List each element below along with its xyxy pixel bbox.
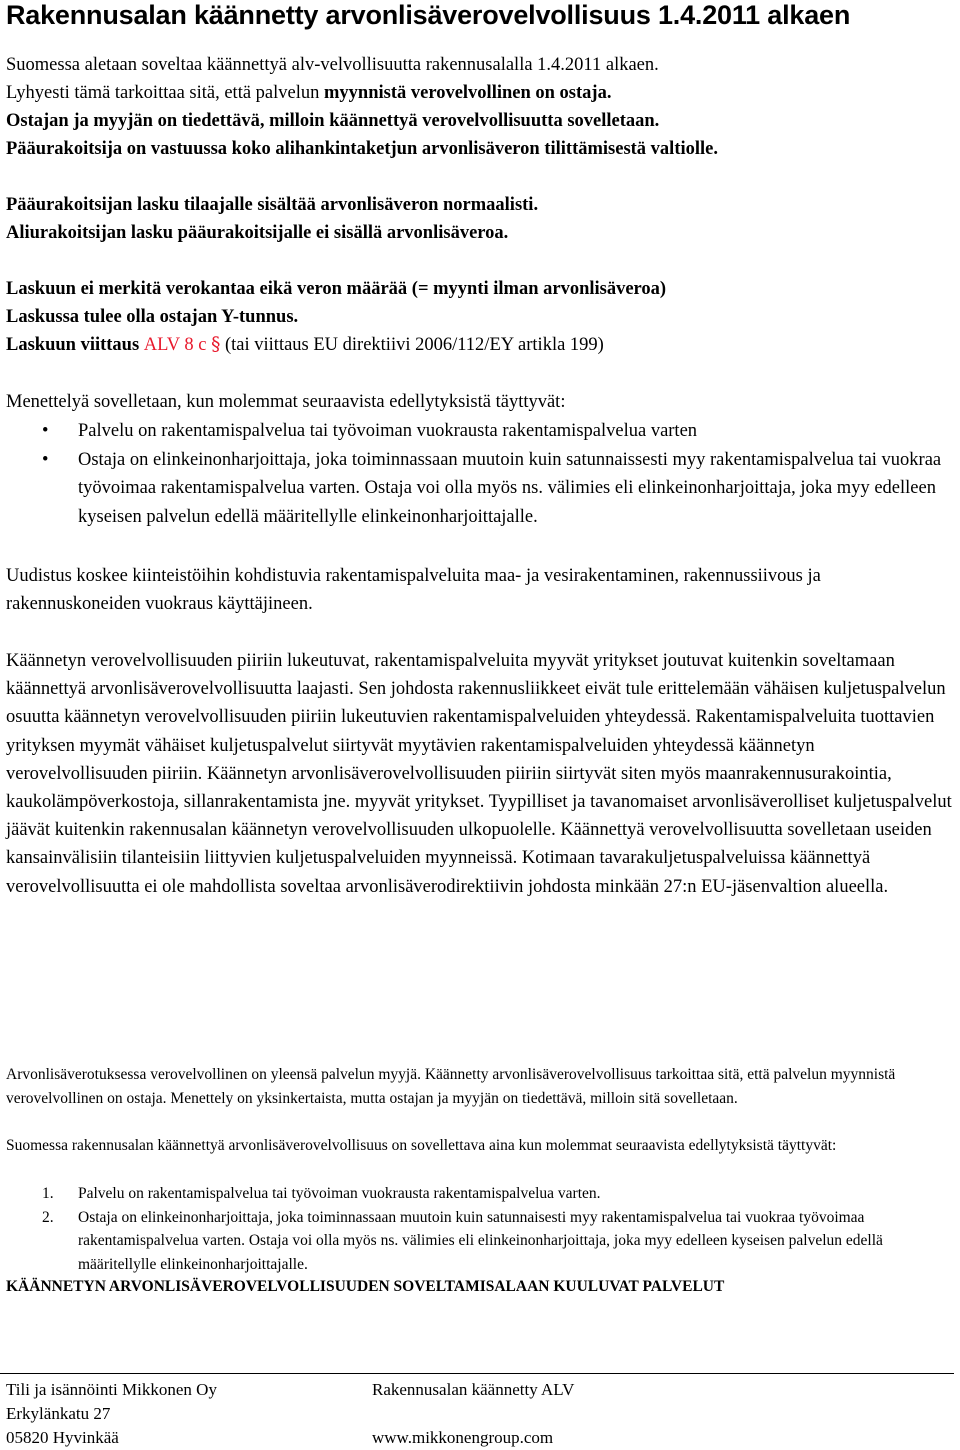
bullet-text-2: Ostaja on elinkeinonharjoittaja, joka toiminnassaan muutoin kuin satunnaissesti myy rakentamispalvelua tai vuokraa työvoimaa rakentamispalvelua varten. Ostaja voi olla myös ns. välimies eli elinkeinonharjoittaja, joka myy edelleen kyseisen palvelun edellä määritellylle elinkeinonharjoittajalle. — [78, 450, 942, 527]
footer-website[interactable]: www.mikkonengroup.com — [372, 1428, 554, 1447]
footer-address — [6, 1378, 217, 1450]
marking-line-2: Laskussa tulee olla ostajan Y-tunnus. — [6, 307, 299, 327]
invoice-line-2: Aliurakoitsijan lasku pääurakoitsijalle ei sisällä arvonlisäveroa. — [6, 223, 509, 243]
footer-company: Tili ja isännöinti Mikkonen Oy — [6, 1380, 217, 1399]
list-text: Ostaja on elinkeinonharjoittaja, joka toiminnassaan muutoin kuin satunnaisesti myy rakentamispalvelua tai vuokraa työvoimaa rakentamispalvelua varten. Ostaja voi olla myös ns. välimies eli elinkeinonharjoittaja, joka myy edelleen kyseisen palvelun edellä määritellylle elinkeinonharjoittajalle. — [78, 1208, 883, 1273]
list-item — [6, 417, 956, 445]
alv-8c-reference: ALV 8 c — [143, 335, 207, 355]
conditions-lead: Menettelyä sovelletaan, kun molemmat seuraavista edellytyksistä täyttyvät: — [6, 392, 566, 412]
intro-line-3: Ostajan ja myyjän on tiedettävä, milloin käännettyä verovelvollisuutta sovelletaan. — [6, 111, 660, 131]
footer-right — [372, 1378, 574, 1450]
summary-list — [6, 1182, 946, 1276]
scope-note: Uudistus koskee kiinteistöihin kohdistuvia rakentamispalveluita maa- ja vesirakentaminen, rakennussiivous ja rakennuskoneiden vuokraus käyttäjineen. — [6, 566, 821, 615]
bullet-icon: • — [42, 421, 49, 441]
summary-paragraph-2: Suomessa rakennusalan käännettyä arvonlisäverovelvollisuus on sovellettava aina kun molemmat seuraavista edellytyksistä täyttyvät: — [6, 1137, 837, 1154]
list-number: 2. — [42, 1208, 54, 1226]
footer-city: 05820 Hyvinkää — [6, 1428, 119, 1447]
services-heading: KÄÄNNETYN ARVONLISÄVEROVELVOLLISUUDEN SOVELTAMISALAAN KUULUVAT PALVELUT — [6, 1278, 725, 1295]
bullet-icon: • — [42, 450, 49, 471]
intro-line-4: Pääurakoitsija on vastuussa koko alihankintaketjun arvonlisäveron tilittämisestä valtiolle. — [6, 139, 718, 159]
page-title: Rakennusalan käännetty arvonlisäverovelvollisuus 1.4.2011 alkaen — [6, 0, 851, 30]
marking-reference-label: Laskuun viittaus — [6, 335, 144, 355]
marking-reference-rest: (tai viittaus EU direktiivi 2006/112/EY artikla 199) — [220, 335, 604, 355]
section-sign-icon: § — [211, 334, 221, 355]
list-item — [6, 446, 956, 531]
intro-line-2 — [6, 79, 611, 107]
footer-street: Erkylänkatu 27 — [6, 1404, 111, 1423]
footer-divider — [0, 1373, 954, 1374]
main-paragraph: Käännetyn verovelvollisuuden piiriin lukeutuvat, rakentamispalveluita myyvät yritykset joutuvat kuitenkin soveltamaan käännettyä arvonlisäverovelvollisuutta laajasti. Sen johdosta rakennusliikkeet eivät tule erittelemään vähäisen kuljetuspalvelun osuutta käännetyn verovelvollisuuden piiriin lukeutuvien rakentamispalveluiden yhteydessä. Rakentamispalveluita tuottavien yrityksen myymät vähäiset kuljetuspalvelut siirtyvät myytävien rakentamispalveluiden yhteydessä käännetyn verovelvollisuuden piiriin. Käännetyn arvonlisäverovelvollisuuden piiriin siirtyvät siten myös maanrakennusurakointia, kaukolämpöverkostoja, sillanrakentamista jne. myyvät yritykset. Tyypilliset ja tavanomaiset arvonlisäverolliset kuljetuspalvelut jäävät kuitenkin rakennusalan käännetyn verovelvollisuuden ulkopuolelle. Käännettyä verovelvollisuutta sovelletaan useiden kansainvälisiin tilanteisiin liittyvien kuljetuspalveluiden myynneissä. Kotimaan tavarakuljetuspalveluissa käännettyä verovelvollisuutta ei ole mahdollista soveltaa arvonlisäverodirektiivin johdosta minkään 27:n EU-jäsenvaltion alueella. — [6, 651, 952, 897]
summary-paragraph-1: Arvonlisäverotuksessa verovelvollinen on yleensä palvelun myyjä. Käännetty arvonlisäverovelvollisuus tarkoittaa sitä, että palvelun myynnistä verovelvollinen on ostaja. Menettely on yksinkertaista, mutta ostajan ja myyjän on tiedettävä, milloin sitä sovelletaan. — [6, 1066, 896, 1107]
list-number: 1. — [42, 1185, 54, 1202]
intro-line-2-text: Lyhyesti tämä tarkoittaa sitä, että palvelun — [6, 83, 324, 103]
bullet-text-1: Palvelu on rakentamispalvelua tai työvoiman vuokrausta rakentamispalvelua varten — [78, 421, 698, 441]
invoice-line-1: Pääurakoitsijan lasku tilaajalle sisältää arvonlisäveron normaalisti. — [6, 195, 539, 215]
intro-line-2-bold: myynnistä verovelvollinen on ostaja. — [324, 83, 612, 103]
intro-line-1: Suomessa aletaan soveltaa käännettyä alv-velvollisuutta rakennusalalla 1.4.2011 alkaen. — [6, 55, 659, 75]
footer-spacer — [372, 1402, 574, 1426]
list-item — [6, 1206, 946, 1277]
marking-line-1: Laskuun ei merkitä verokantaa eikä veron määrää (= myynti ilman arvonlisäveroa) — [6, 279, 667, 299]
conditions-list — [6, 417, 956, 531]
list-item — [6, 1182, 946, 1206]
list-text: Palvelu on rakentamispalvelua tai työvoiman vuokrausta rakentamispalvelua varten. — [78, 1185, 601, 1202]
marking-line-3 — [6, 331, 604, 359]
footer-doc-title: Rakennusalan käännetty ALV — [372, 1380, 575, 1399]
